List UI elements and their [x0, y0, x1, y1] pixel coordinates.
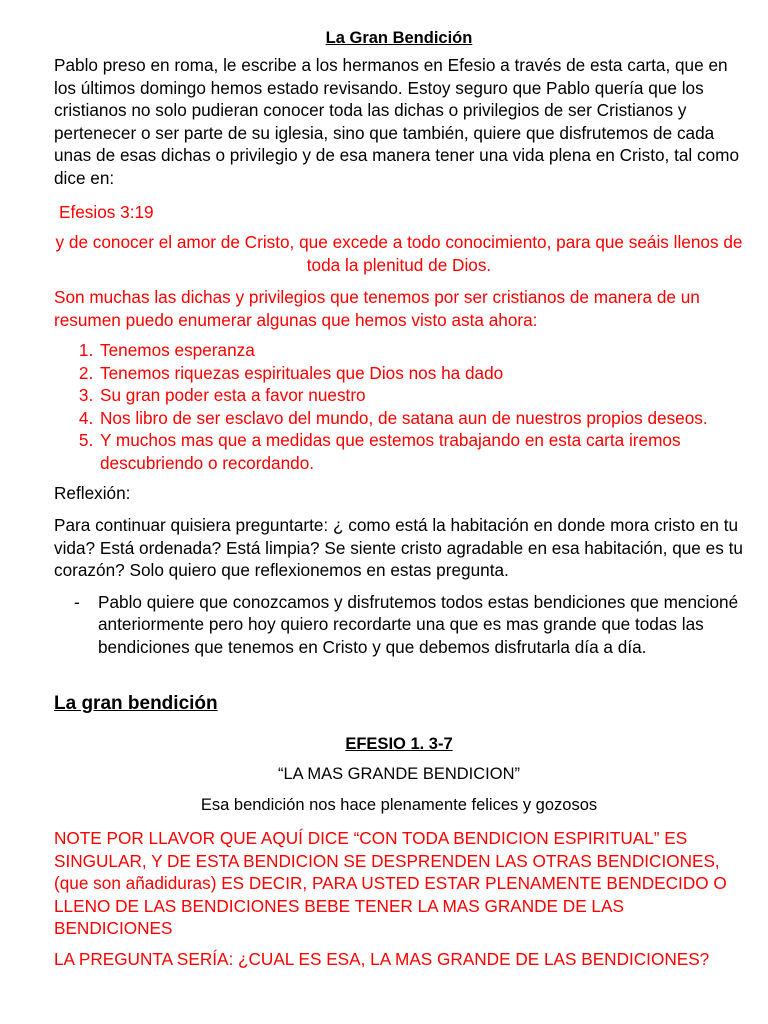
- section-reference: EFESIO 1. 3-7: [345, 735, 453, 753]
- document-page: [54, 28, 744, 970]
- section-quote: “LA MAS GRANDE BENDICION”: [277, 765, 521, 783]
- dash-item-text: Pablo quiere que conozcamos y disfrutemos todos estas bendiciones que mencioné anteriormente pero hoy quiero recordarte una que es mas grande que todas las bendiciones que tenemos en Cristo y que debemos disfrutarla día a día.: [98, 591, 739, 657]
- section-subline: Esa bendición nos hace plenamente felices y gozosos: [200, 796, 598, 814]
- reflection-paragraph: Para continuar quisiera preguntarte: ¿ como está la habitación en donde mora cristo en tu vida? Está ordenada? Está limpia? Se siente cristo agradable en esa habitación, que es tu corazón? Solo quiero que reflexionemos en estas pregunta.: [54, 515, 743, 580]
- dash-list-item: [54, 591, 744, 659]
- list-item: 5. Y muchos mas que a medidas que estemos trabajando en esta carta iremos descubriendo o recordando.: [98, 429, 744, 474]
- privileges-intro: Son muchas las dichas y privilegios que tenemos por ser cristianos de manera de un resumen puedo enumerar algunas que hemos visto asta ahora:: [54, 287, 700, 330]
- list-item: 1. Tenemos esperanza: [98, 339, 744, 362]
- verse-text: y de conocer el amor de Cristo, que excede a todo conocimiento, para que seáis llenos de toda la plenitud de Dios.: [55, 232, 743, 275]
- reflection-label: Reflexión:: [54, 483, 131, 503]
- list-item: 2. Tenemos riquezas espirituales que Dios nos ha dado: [98, 362, 744, 385]
- caps-question: LA PREGUNTA SERÍA: ¿CUAL ES ESA, LA MAS GRANDE DE LAS BENDICIONES?: [54, 948, 710, 969]
- list-item: 4. Nos libro de ser esclavo del mundo, de satana aun de nuestros propios deseos.: [98, 407, 744, 430]
- section-heading: La gran bendición: [54, 693, 218, 714]
- document-title: La Gran Bendición: [325, 29, 473, 47]
- dash-marker: -: [74, 591, 80, 612]
- caps-note: NOTE POR LLAVOR QUE AQUÍ DICE “CON TODA BENDICION ESPIRITUAL” ES SINGULAR, Y DE ESTA BENDICION SE DESPRENDEN LAS OTRAS BENDICIONES, (que son añadiduras) ES DECIR, PARA USTED ESTAR PLENAMENTE BENDECIDO O LLENO DE LAS BENDICIONES BEBE TENER LA MAS GRANDE DE LAS BENDICIONES: [54, 828, 727, 938]
- intro-paragraph: Pablo preso en roma, le escribe a los hermanos en Efesio a través de esta carta, que en los últimos domingo hemos estado revisando. Estoy seguro que Pablo quería que los cristianos no solo pudieran conocer toda las dichas o privilegios de ser Cristianos y pertenecer o ser parte de su iglesia, sino que también, quiere que disfrutemos de cada unas de esas dichas o privilegio y de esa manera tener una vida plena en Cristo, tal como dice en:: [54, 55, 740, 188]
- list-item: 3. Su gran poder esta a favor nuestro: [98, 384, 744, 407]
- verse-reference: Efesios 3:19: [59, 202, 154, 222]
- privileges-list: [54, 339, 744, 474]
